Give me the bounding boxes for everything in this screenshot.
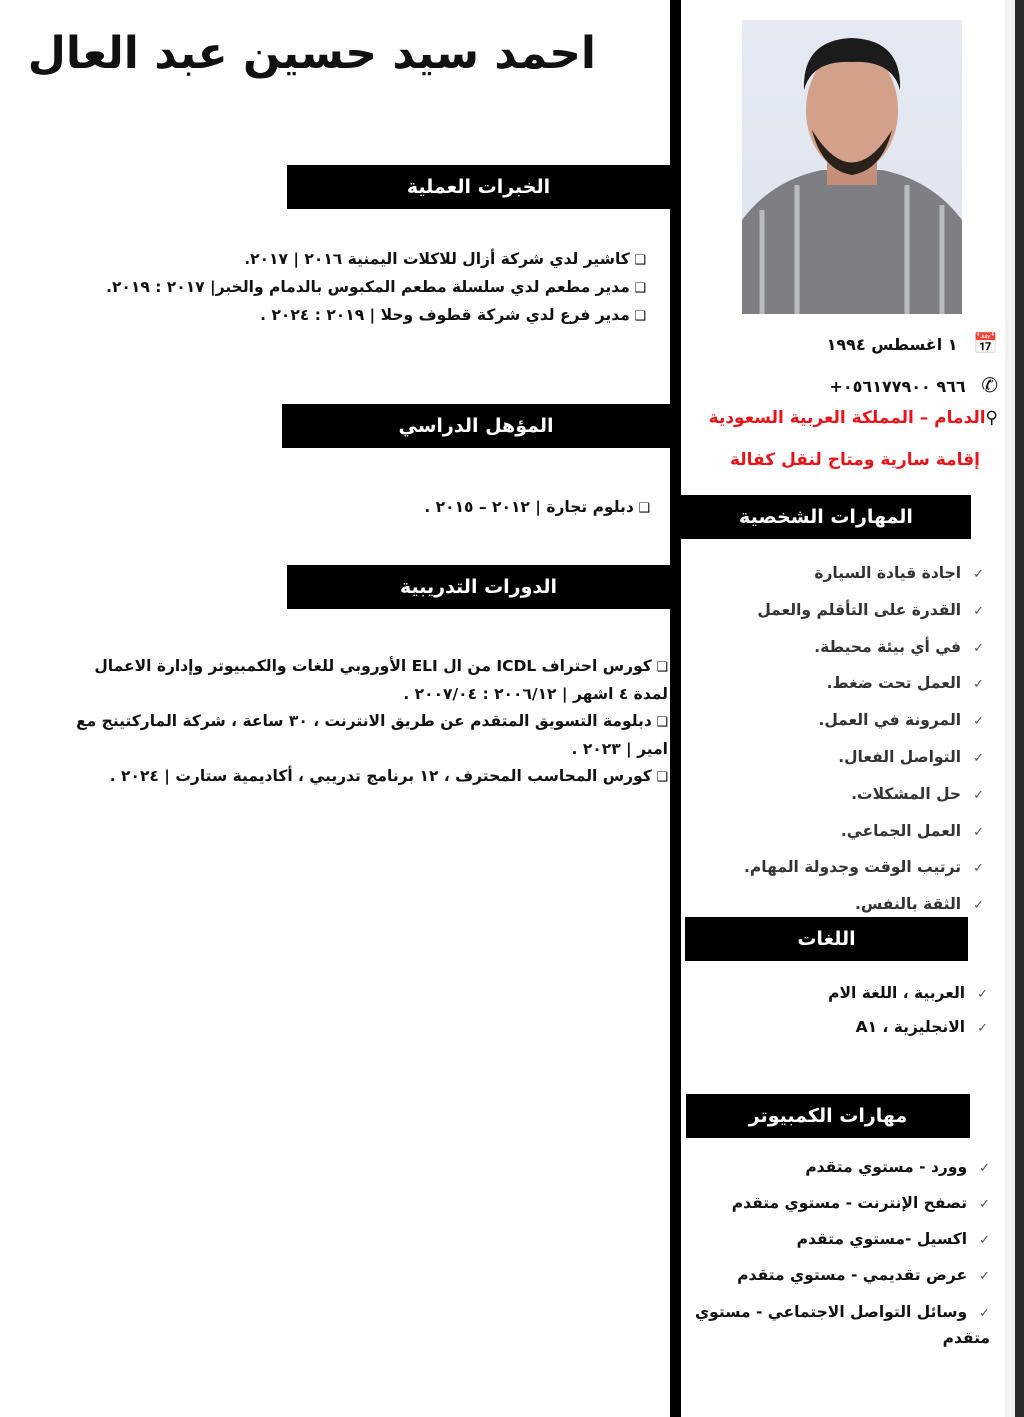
list-item: ✓القدرة على التأقلم والعمل <box>757 600 984 619</box>
residency: إقامة سارية ومتاح لنقل كفالة <box>729 450 980 470</box>
list-item: ✓العربية ، اللغة الام <box>828 984 988 1002</box>
list-item: ✓الثقة بالنفس. <box>854 895 984 914</box>
check-icon: ✓ <box>979 1233 990 1248</box>
check-icon: ✓ <box>979 1197 990 1212</box>
list-item: ❑ كاشير لدي شركة أزال للاكلات اليمنية ٢٠١٦ | ٢٠١٧. <box>26 246 646 274</box>
birthdate-row <box>827 331 998 355</box>
location-pin-icon: ⚲ <box>985 408 998 428</box>
list-item: ✓وورد - مستوي متقدم <box>805 1158 990 1176</box>
check-icon: ✓ <box>973 567 984 582</box>
personal-skills-header: المهارات الشخصية <box>681 495 971 539</box>
list-item: ✓حل المشكلات. <box>851 784 984 803</box>
education-list <box>50 494 650 522</box>
check-icon: ✓ <box>973 824 984 840</box>
education-header: المؤهل الدراسي <box>282 404 670 448</box>
list-item: ✓تصفح الإنترنت - مستوي متقدم <box>731 1194 990 1212</box>
courses-list <box>68 653 668 791</box>
experience-list <box>26 246 646 330</box>
check-icon: ✓ <box>973 750 984 766</box>
list-item: ❑ مدير فرع لدي شركة قطوف وحلا | ٢٠١٩ : ٢٠٢٤ . <box>26 302 646 330</box>
phone-row <box>829 373 998 397</box>
birthdate: ١ اغسطس ١٩٩٤ <box>826 335 958 354</box>
list-item: ✓العمل الجماعي. <box>840 821 984 840</box>
personal-skills-list <box>694 556 984 924</box>
list-item: ✓التواصل الفعال. <box>838 747 984 766</box>
check-icon: ✓ <box>979 1161 990 1176</box>
profile-photo <box>742 20 962 314</box>
calendar-icon: 📅 <box>973 331 998 355</box>
candidate-name: احمد سيد حسين عبد العال <box>27 28 596 79</box>
list-item: ✓اكسيل -مستوي متقدم <box>796 1230 990 1248</box>
list-item: ✓المرونة في العمل. <box>818 711 984 730</box>
location: الدمام – المملكة العربية السعودية <box>708 408 986 428</box>
check-icon: ✓ <box>973 861 984 877</box>
list-item: ✓العمل تحت ضغط. <box>826 674 984 693</box>
phone-number: +٩٦٦ ٠٥٦١٧٧٩٠٠ <box>829 377 966 396</box>
list-item: ❑ مدير مطعم لدي سلسلة مطعم المكبوس بالدمام والخبر| ٢٠١٧ : ٢٠١٩. <box>26 274 646 302</box>
languages-header: اللغات <box>685 917 968 961</box>
check-icon: ✓ <box>973 714 984 730</box>
experience-header: الخبرات العملية <box>287 165 670 209</box>
check-icon: ✓ <box>977 1021 988 1036</box>
list-item: ❑ كورس المحاسب المحترف ، ١٢ برنامج تدريبي ، أكاديمية ستارت | ٢٠٢٤ . <box>68 763 668 791</box>
list-item: ✓ترتيب الوقت وجدولة المهام. <box>744 858 984 877</box>
check-icon: ✓ <box>979 1269 990 1284</box>
list-item: ✓وسائل التواصل الاجتماعي - مستوي متقدم <box>694 1303 990 1347</box>
list-item: ❑ كورس احتراف ICDL من ال ELI الأوروبي للغات والكمبيوتر وإدارة الاعمال لمدة ٤ اشهر | ٢٠٠٦/١٢ : ٢٠٠٧/٠٤ . <box>68 653 668 708</box>
list-item: ❑ دبلومة التسويق المتقدم عن طريق الانترنت ، ٣٠ ساعة ، شركة الماركتينج مع امير | ٢٠٢٣ . <box>68 708 668 763</box>
location-row <box>709 408 998 428</box>
list-item: ✓اجادة قيادة السيارة <box>814 564 984 582</box>
phone-icon: ✆ <box>981 373 998 397</box>
check-icon: ✓ <box>973 603 984 619</box>
page-edge <box>1015 0 1024 1417</box>
list-item: ✓في أي بيئة محيطة. <box>814 637 984 656</box>
check-icon: ✓ <box>973 898 984 914</box>
courses-header: الدورات التدريبية <box>287 565 670 609</box>
check-icon: ✓ <box>973 677 984 693</box>
column-divider <box>670 0 681 1417</box>
languages-list <box>698 977 988 1045</box>
list-item: ❑ دبلوم تجارة | ٢٠١٢ – ٢٠١٥ . <box>50 494 650 522</box>
computer-skills-header: مهارات الكمبيوتر <box>686 1094 970 1138</box>
check-icon: ✓ <box>979 1306 990 1321</box>
check-icon: ✓ <box>973 787 984 803</box>
check-icon: ✓ <box>973 640 984 656</box>
computer-skills-list <box>690 1150 990 1350</box>
list-item: ✓عرض تقديمي - مستوي متقدم <box>737 1266 990 1284</box>
right-margin <box>1005 0 1015 1417</box>
list-item: ✓الانجليزية ، A١ <box>855 1018 988 1036</box>
check-icon: ✓ <box>977 987 988 1002</box>
